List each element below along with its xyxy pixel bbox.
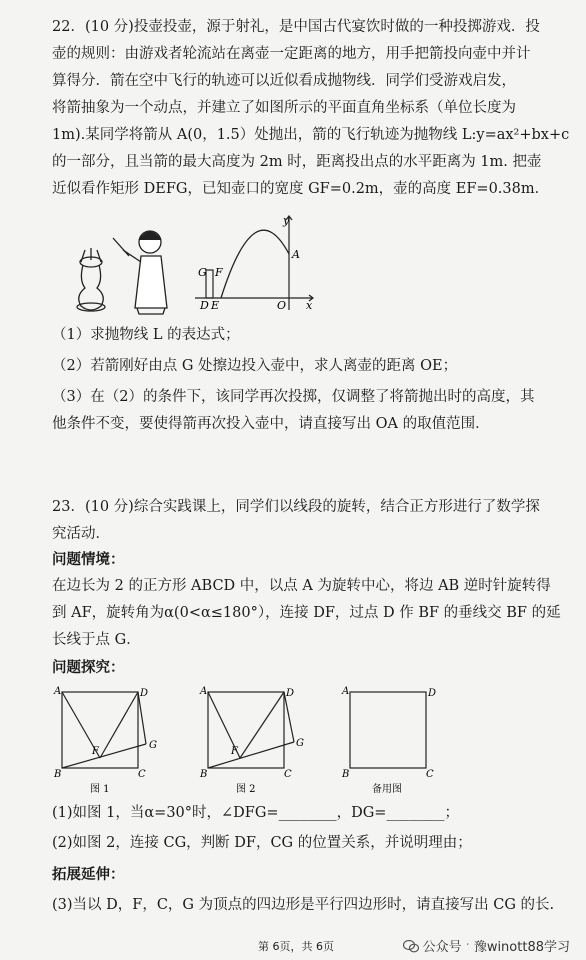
q23-part-1: (1)如图 1，当α=30°时，∠DFG=________，DG=________； [52, 805, 459, 821]
label-E: E [211, 299, 220, 312]
q22-sub-1: （1）求抛物线 L 的表达式； [52, 327, 240, 343]
fig3-D: D [428, 688, 437, 699]
q23-part-3: (3)当以 D，F，C，G 为顶点的四边形是平行四边形时，请直接写出 CG 的长. [52, 897, 555, 913]
label-D: D [200, 299, 209, 312]
figure-2 [196, 684, 316, 796]
q23-line-2: 究活动． [52, 526, 110, 542]
page-number: 第 6页，共 6页 [258, 940, 334, 953]
q22-line-7: 近似看作矩形 DEFG，已知壶口的宽度 GF=0.2m，壶的高度 EF=0.38m． [52, 181, 550, 197]
q23-context-2: 到 AF，旋转角为α(0<α≤180°），连接 DF，过点 D 作 BF 的垂线交 BF 的延 [52, 605, 561, 621]
q23-context-1: 在边长为 2 的正方形 ABCD 中，以点 A 为旋转中心，将边 AB 逆时针旋转得 [52, 578, 551, 594]
fig3-A: A [342, 686, 350, 697]
fig2-D: D [286, 688, 295, 699]
fig3-caption: 备用图 [372, 784, 402, 795]
fig2-G: G [296, 738, 304, 749]
q22-line-6: 的一部分，且当箭的最大高度为 2m 时，距离投出点的水平距离为 1m. 把壶 [52, 154, 542, 170]
fig1-F: F [92, 746, 99, 757]
pot-illustration [77, 248, 105, 311]
label-F: F [215, 266, 223, 279]
q22-line-1: 22．(10 分)投壶投壶，源于射礼，是中国古代宴饮时做的一种投掷游戏．投 [52, 19, 540, 35]
fig1-B: B [54, 769, 62, 780]
q22-sub-3b: 他条件不变，要使得箭再次投入壶中，请直接写出 OA 的取值范围． [52, 416, 490, 432]
label-y: y [283, 214, 290, 227]
fig1-D: D [140, 688, 149, 699]
wechat-label: 公众号 [422, 940, 462, 955]
person-illustration [113, 231, 167, 314]
q22-line-4: 将箭抽象为一个动点，并建立了如图所示的平面直角坐标系（单位长度为 [52, 100, 516, 116]
fig2-F: F [231, 746, 238, 757]
fig1-caption: 图 1 [90, 784, 110, 795]
label-G: G [198, 266, 207, 279]
fig2-A: A [200, 686, 208, 697]
q22-figure [55, 210, 335, 325]
q23-heading-explore: 问题探究： [52, 659, 125, 676]
fig1-C: C [138, 769, 146, 780]
q22-sub-3a: （3）在（2）的条件下，该同学再次投掷，仅调整了将箭抛出时的高度，其 [52, 389, 535, 405]
fig3-B: B [342, 769, 350, 780]
separator-dot: · [465, 938, 470, 953]
fig1-G: G [149, 740, 157, 751]
q23-heading-extend: 拓展延伸： [52, 866, 125, 883]
figure-1 [50, 684, 170, 796]
fig2-C: C [284, 769, 292, 780]
q23-line-1: 23．(10 分)综合实践课上，同学们以线段的旋转，结合正方形进行了数学探 [52, 499, 540, 515]
wechat-watermark [403, 936, 570, 955]
wechat-icon [403, 939, 419, 953]
account-name: 豫winott88学习 [473, 940, 570, 955]
label-O: O [277, 299, 287, 312]
q22-line-5: 1m).某同学将箭从 A(0，1.5）处抛出，箭的飞行轨迹为抛物线 L:y=ax²+bx+c [52, 127, 570, 143]
fig3-C: C [426, 769, 434, 780]
q23-heading-context: 问题情境： [52, 551, 125, 568]
fig2-caption: 图 2 [236, 784, 256, 795]
page-footer [0, 936, 586, 960]
coordinate-system [195, 216, 313, 310]
fig1-A: A [54, 686, 62, 697]
q22-line-3: 算得分．箭在空中飞行的轨迹可以近似看成抛物线．同学们受游戏启发， [52, 73, 516, 89]
q23-context-3: 长线于点 G． [52, 632, 141, 648]
label-x: x [306, 299, 313, 312]
q22-sub-2: （2）若箭刚好由点 G 处擦边投入壶中，求人离壶的距离 OE； [52, 358, 458, 374]
q23-part-2: (2)如图 2，连接 CG，判断 DF，CG 的位置关系，并说明理由； [52, 835, 472, 851]
figure-spare [338, 684, 448, 796]
fig2-B: B [200, 769, 208, 780]
q22-line-2: 壶的规则：由游戏者轮流站在离壶一定距离的地方，用手把箭投向壶中并计 [52, 46, 531, 62]
label-A: A [292, 248, 300, 261]
